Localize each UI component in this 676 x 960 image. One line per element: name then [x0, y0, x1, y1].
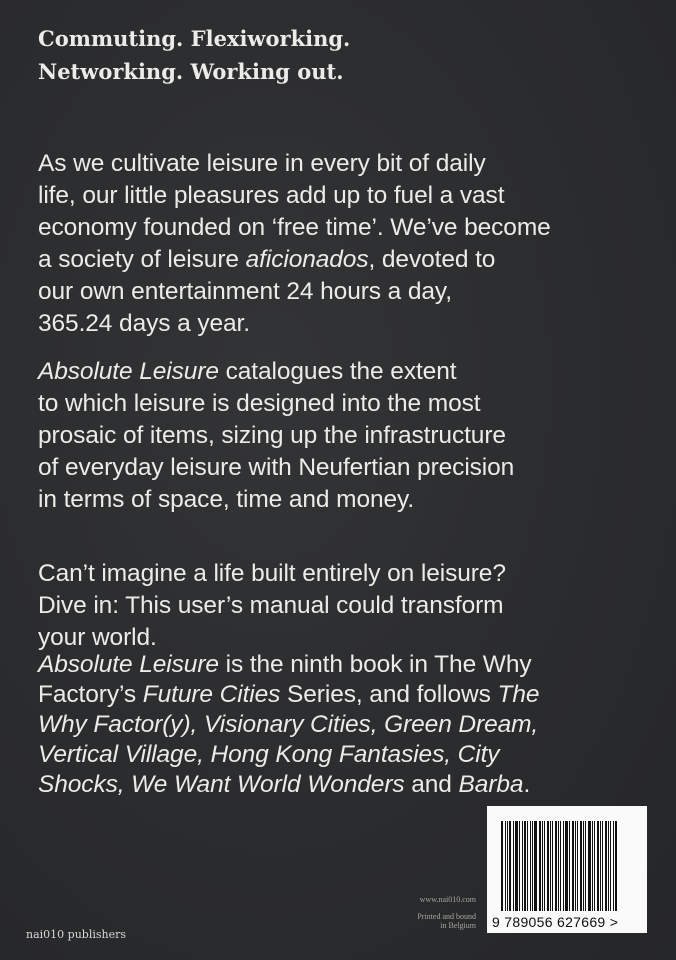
- barcode-bar: [509, 821, 511, 911]
- barcode-bar: [615, 821, 617, 911]
- text: As we cultivate leisure in every bit of daily: [38, 150, 486, 177]
- barcode-bar: [602, 821, 603, 911]
- text: 365.24 days a year.: [38, 310, 250, 337]
- text: is the ninth book in The Why: [218, 651, 532, 678]
- text: Factory’s: [38, 681, 143, 708]
- barcode-bar: [522, 821, 523, 911]
- body-paragraph: [38, 356, 514, 516]
- barcode-bar: [605, 821, 607, 911]
- paragraph-line: [38, 180, 551, 212]
- paragraph-line: [38, 680, 539, 710]
- text: .: [523, 771, 531, 798]
- text: in terms of space, time and money.: [38, 486, 415, 513]
- italic-text: Shocks, We Want World Wonders: [38, 771, 405, 798]
- text: Series, and follows: [280, 681, 498, 708]
- barcode-bar: [563, 821, 564, 911]
- text: to which leisure is designed into the most: [38, 390, 481, 417]
- italic-text: Absolute Leisure: [38, 651, 219, 678]
- paragraph-line: [38, 484, 514, 516]
- barcode-bar: [575, 821, 576, 911]
- barcode-bar: [547, 821, 549, 911]
- barcode-bar: [594, 821, 595, 911]
- italic-text: Vertical Village, Hong Kong Fantasies, City: [38, 741, 500, 768]
- text: our own entertainment 24 hours a day,: [38, 278, 452, 305]
- printed-line: Printed and bound: [417, 912, 476, 921]
- barcode-bar: [558, 821, 559, 911]
- italic-text: Absolute Leisure: [38, 358, 219, 385]
- barcode-bar: [524, 821, 526, 911]
- printed-note: [417, 912, 476, 930]
- barcode-bar: [505, 821, 506, 911]
- text: of everyday leisure with Neufertian precision: [38, 454, 515, 481]
- paragraph-line: [38, 590, 506, 622]
- barcode-bars: [501, 821, 633, 911]
- barcode-bar: [550, 821, 551, 911]
- barcode-bar: [539, 821, 541, 911]
- paragraph-line: [38, 770, 539, 800]
- text: prosaic of items, sizing up the infrastructure: [38, 422, 506, 449]
- paragraph-line: [38, 276, 551, 308]
- italic-text: The: [497, 681, 540, 708]
- text: life, our little pleasures add up to fuel a vast: [38, 182, 505, 209]
- paragraph-line: [38, 356, 514, 388]
- isbn-barcode: [487, 806, 647, 933]
- barcode-bar: [544, 821, 545, 911]
- paragraph-line: [38, 558, 506, 590]
- barcode-bar: [572, 821, 574, 911]
- paragraph-line: [38, 710, 539, 740]
- barcode-bar: [555, 821, 557, 911]
- barcode-bar: [530, 821, 531, 911]
- barcode-bar: [580, 821, 582, 911]
- text: Can’t imagine a life built entirely on leisure?: [38, 560, 506, 587]
- barcode-bar: [610, 821, 611, 911]
- text: economy founded on ‘free time’. We’ve become: [38, 214, 551, 241]
- paragraph-line: [38, 452, 514, 484]
- printed-line: in Belgium: [440, 921, 476, 930]
- barcode-bar: [560, 821, 561, 911]
- publisher-name: nai010 publishers: [26, 928, 126, 941]
- paragraph-line: [38, 420, 514, 452]
- paragraph-line: [38, 212, 551, 244]
- text: and: [404, 771, 459, 798]
- barcode-bar: [597, 821, 599, 911]
- barcode-bar: [542, 821, 543, 911]
- barcode-bar: [583, 821, 584, 911]
- publisher-url: www.nai010.com: [419, 895, 476, 904]
- italic-text: Barba: [458, 771, 524, 798]
- text: catalogues the extent: [218, 358, 457, 385]
- barcode-bar: [592, 821, 593, 911]
- barcode-bar: [501, 821, 503, 911]
- text: , devoted to: [368, 246, 496, 273]
- barcode-bar: [534, 821, 537, 911]
- barcode-bar: [565, 821, 568, 911]
- barcode-bar: [519, 821, 520, 911]
- text: a society of leisure: [38, 246, 246, 273]
- italic-text: Why Factor(y), Visionary Cities, Green Dream,: [38, 711, 539, 738]
- barcode-bar: [507, 821, 508, 911]
- body-paragraph: [38, 650, 539, 800]
- heading-line: Networking. Working out.: [38, 59, 344, 84]
- body-paragraph: [38, 558, 506, 654]
- paragraph-line: [38, 148, 551, 180]
- italic-text: Future Cities: [142, 681, 281, 708]
- barcode-bar: [532, 821, 533, 911]
- isbn-number: 9 789056 627669 >: [492, 914, 619, 930]
- barcode-bar: [527, 821, 528, 911]
- text: Dive in: This user’s manual could transform: [38, 592, 504, 619]
- italic-text: aficionados: [245, 246, 369, 273]
- paragraph-line: [38, 740, 539, 770]
- barcode-bar: [588, 821, 591, 911]
- barcode-bar: [515, 821, 518, 911]
- barcode-bar: [585, 821, 586, 911]
- text: your world.: [38, 624, 157, 651]
- barcode-bar: [552, 821, 553, 911]
- cover-heading: [38, 22, 350, 88]
- barcode-bar: [569, 821, 570, 911]
- paragraph-line: [38, 388, 514, 420]
- barcode-bar: [613, 821, 614, 911]
- barcode-bar: [513, 821, 514, 911]
- paragraph-line: [38, 244, 551, 276]
- heading-line: Commuting. Flexiworking.: [38, 26, 351, 51]
- barcode-bar: [577, 821, 578, 911]
- barcode-bar: [608, 821, 609, 911]
- body-paragraph: [38, 148, 551, 340]
- barcode-bar: [600, 821, 601, 911]
- paragraph-line: [38, 308, 551, 340]
- paragraph-line: [38, 650, 539, 680]
